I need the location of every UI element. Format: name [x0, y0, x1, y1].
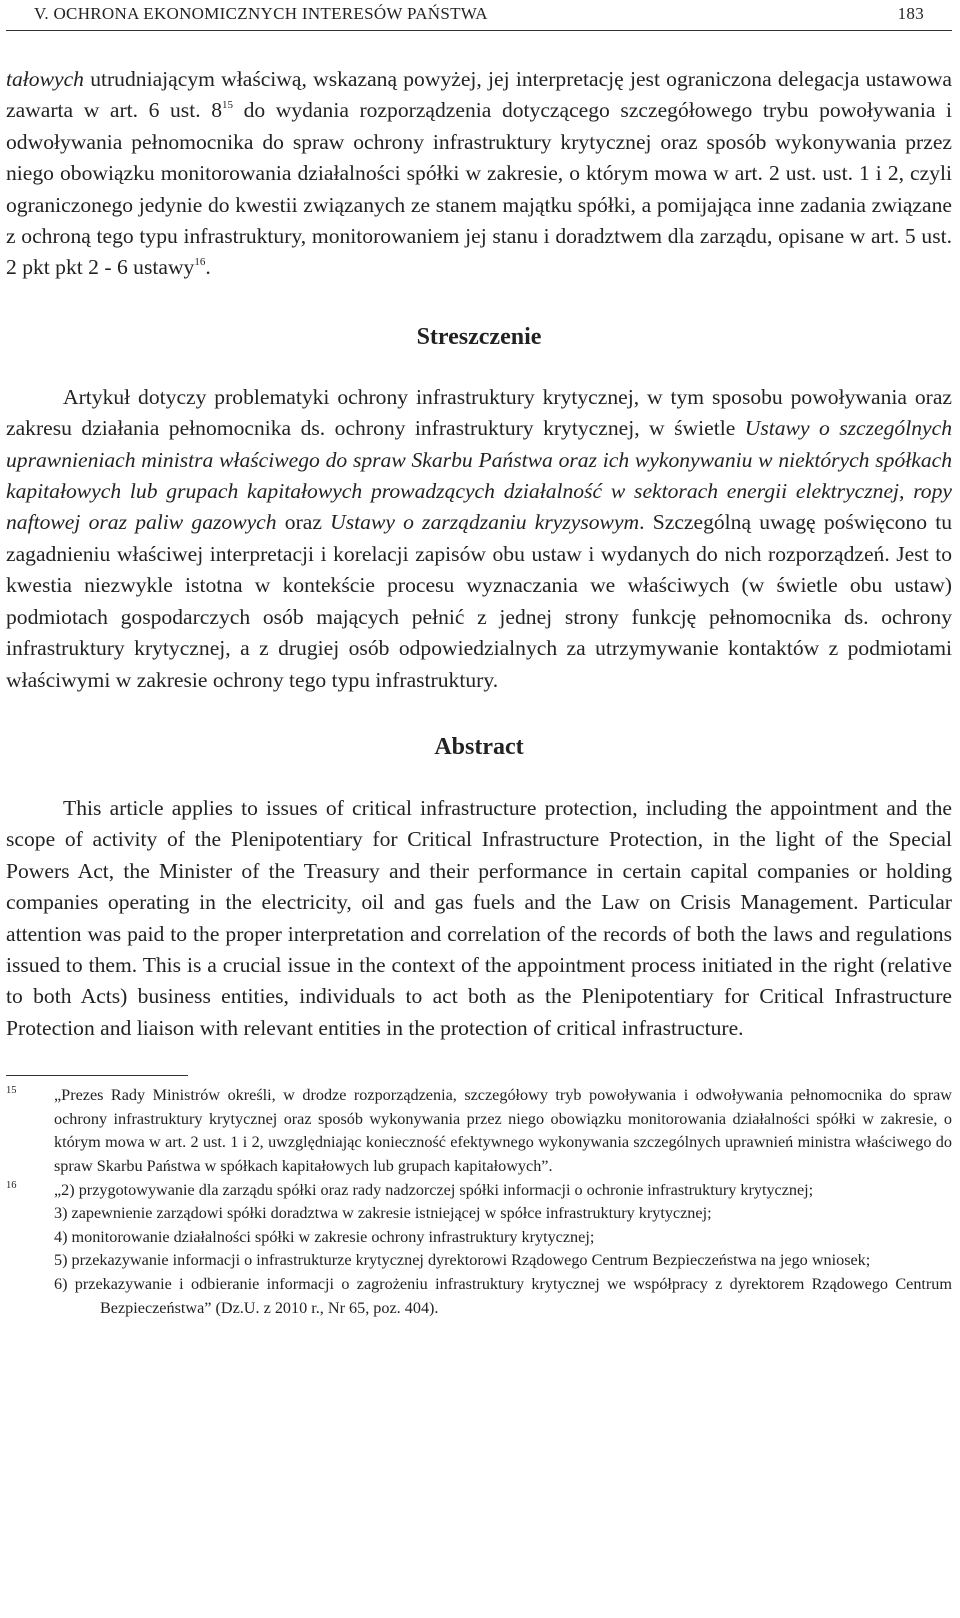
- running-header: [6, 0, 952, 31]
- continuation-paragraph: [6, 64, 952, 284]
- continuation-text-1: utrudniającym właściwą, wskazaną powyżej, jej interpretację jest ograniczona delegacja ustawowa zawarta w art. 6 ust. 8: [6, 67, 952, 123]
- heading-streszczenie: Streszczenie: [416, 323, 542, 350]
- footnote-ref-15[interactable]: 15: [222, 99, 233, 112]
- footnote-16-item: 4) monitorowanie działalności spółki w zakresie ochrony infrastruktury krytycznej;: [54, 1227, 595, 1246]
- footnote-ref-16[interactable]: 16: [194, 256, 206, 269]
- footnote-number-15: 15: [6, 1085, 17, 1097]
- footnote-number-16: 16: [6, 1179, 17, 1191]
- continuation-text-3: .: [205, 255, 211, 280]
- heading-abstract: Abstract: [434, 733, 524, 760]
- footnote-16: [6, 1179, 952, 1321]
- page-number: 183: [897, 4, 924, 23]
- streszczenie-italic-2: Ustawy o zarządzaniu kryzysowym: [330, 510, 640, 535]
- continuation-text-2: do wydania rozporządzenia dotyczącego szczegółowego trybu powoływania i odwoływania pełnomocnika do spraw ochrony infrastruktury krytycznej oraz sposób wykonywania przez niego obowiązku monitorowania działalności spółki w zakresie, o którym mowa w art. 2 ust. ust. 1 i 2, czyli ograniczonego jedynie do kwestii związanych ze stanem majątku spółki, a pomijająca inne zadania związane z ochroną tego typu infrastruktury, monitorowaniem jej stanu i doradztwem dla zarządu, opisane w art. 5 ust. 2 pkt pkt 2 - 6 ustawy: [6, 98, 952, 280]
- streszczenie-text-1: Artykuł dotyczy problematyki ochrony infrastruktury krytycznej, w tym sposobu powoływania oraz zakresu działania pełnomocnika ds. ochrony infrastruktury krytycznej, w świetle: [6, 384, 952, 441]
- streszczenie-text-3: . Szczególną uwagę poświęcono tu zagadnieniu właściwej interpretacji i korelacji zapisów obu ustaw i wydanych do nich rozporządzeń. Jest to kwestia niezwykle istotna w kontekście procesu wyznaczania we właściwych (w świetle obu ustaw) podmiotach gospodarczych osób mających pełnić z jednej strony funkcję pełnomocnika ds. ochrony infrastruktury krytycznej, a z drugiej osób odpowiedzialnych za utrzymywanie kontaktów z podmiotami właściwymi w zakresie ochrony tego typu infrastruktury.: [6, 510, 952, 692]
- footnote-15-text: „Prezes Rady Ministrów określi, w drodze rozporządzenia, szczegółowy tryb powoływania i odwoływania pełnomocnika do spraw ochrony infrastruktury krytycznej oraz sposób wykonywania przez niego obowiązku monitorowania działalności spółki w zakresie, o którym mowa w art. 2 ust. 1 i 2, uwzględniając konieczność efektywnego wykonywania szczególnych uprawnień ministra właściwego do spraw Skarbu Państwa w spółkach kapitałowych lub grupach kapitałowych”.: [54, 1086, 952, 1175]
- footnote-16-item: 5) przekazywanie informacji o infrastrukturze krytycznej dyrektorowi Rządowego Centrum Bezpieczeństwa na jego wniosek;: [54, 1251, 871, 1270]
- streszczenie-italic-1: Ustawy o szczególnych uprawnieniach ministra właściwego do spraw Skarbu Państwa oraz ich wykonywaniu w niektórych spółkach kapitałowych lub grupach kapitałowych prowadzących działalność w sektorach energii elektrycznej, ropy naftowej oraz paliw gazowych: [6, 416, 952, 535]
- footnote-16-item: „2) przygotowywanie dla zarządu spółki oraz rady nadzorczej spółki informacji o ochronie infrastruktury krytycznej;: [54, 1180, 814, 1199]
- streszczenie-paragraph: [6, 382, 952, 696]
- footnote-16-item: 6) przekazywanie i odbieranie informacji o zagrożeniu infrastruktury krytycznej we współpracy z dyrektorem Rządowego Centrum Bezpieczeństwa” (Dz.U. z 2010 r., Nr 65, poz. 404).: [54, 1274, 952, 1317]
- streszczenie-text-2: oraz: [276, 510, 331, 535]
- continuation-italic: tałowych: [6, 67, 84, 91]
- chapter-title: V. OCHRONA EKONOMICZNYCH INTERESÓW PAŃSTWA: [34, 4, 488, 23]
- footnotes: [6, 1084, 952, 1320]
- footnote-divider: [6, 1075, 188, 1076]
- footnote-16-item: 3) zapewnienie zarządowi spółki doradztwa w zakresie istniejącej w spółce infrastruktury krytycznej;: [54, 1204, 712, 1223]
- footnote-15: [6, 1084, 952, 1178]
- abstract-paragraph: This article applies to issues of critical infrastructure protection, including the appointment and the scope of activity of the Plenipotentiary for Critical Infrastructure Protection, in the light of the Special Powers Act, the Minister of the Treasury and their performance in certain capital companies or holding companies operating in the electricity, oil and gas fuels and the Law on Crisis Management. Particular attention was paid to the proper interpretation and correlation of the records of both the laws and regulations issued to them. This is a crucial issue in the context of the appointment process initiated in the right (relative to both Acts) business entities, individuals to act both as the Plenipotentiary for Critical Infrastructure Protection and liaison with relevant entities in the protection of critical infrastructure.: [6, 795, 952, 1040]
